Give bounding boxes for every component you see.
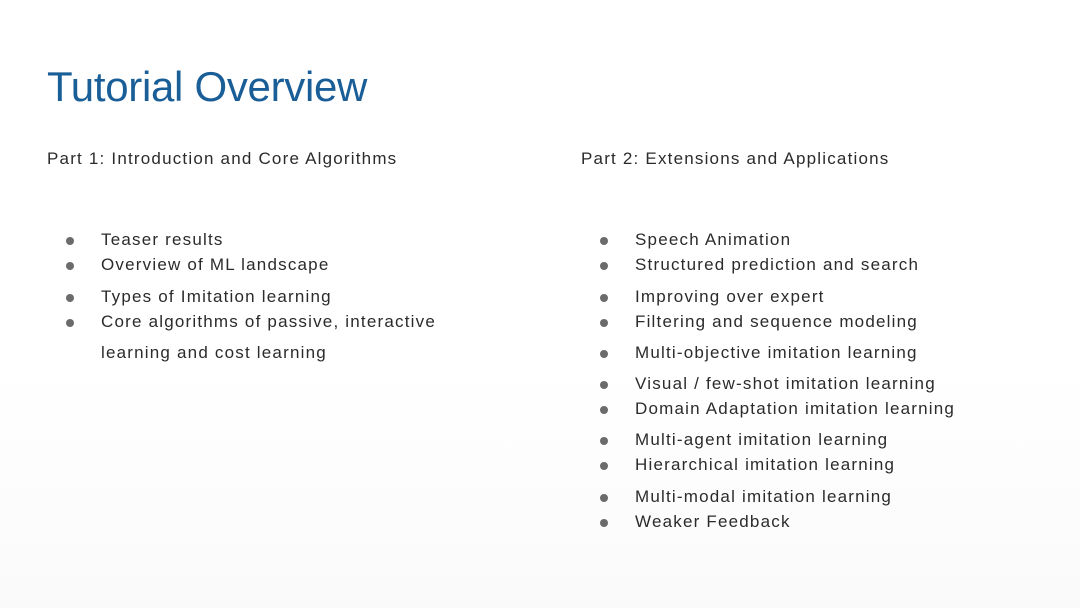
- bullet-icon: [66, 237, 74, 245]
- list-item-text: Speech Animation: [635, 230, 792, 249]
- list-item-text: Core algorithms of passive, interactive: [101, 312, 436, 331]
- list-item-text: Multi-modal imitation learning: [635, 487, 893, 506]
- part1-heading: Part 1: Introduction and Core Algorithms: [47, 149, 398, 168]
- list-item-text: Teaser results: [101, 230, 224, 249]
- bullet-icon: [66, 294, 74, 302]
- list-item-text: Domain Adaptation imitation learning: [635, 399, 956, 418]
- bullet-icon: [600, 294, 608, 302]
- list-item-text: Overview of ML landscape: [101, 255, 330, 274]
- bullet-icon: [66, 319, 74, 327]
- bullet-icon: [600, 350, 608, 358]
- list-item-text: Multi-objective imitation learning: [635, 343, 918, 362]
- list-item-text: Filtering and sequence modeling: [635, 312, 918, 331]
- bullet-icon: [600, 494, 608, 502]
- bullet-icon: [600, 381, 608, 389]
- slide-title: Tutorial Overview: [47, 63, 368, 110]
- bullet-icon: [600, 262, 608, 270]
- part2-column: [581, 146, 1051, 531]
- list-item-text: Structured prediction and search: [635, 255, 920, 274]
- bullet-icon: [600, 406, 608, 414]
- bullet-icon: [600, 437, 608, 445]
- bullet-icon: [600, 462, 608, 470]
- bullet-icon: [66, 262, 74, 270]
- list-item-text: Visual / few-shot imitation learning: [635, 374, 936, 393]
- bullet-icon: [600, 519, 608, 527]
- list-item-continuation-text: learning and cost learning: [101, 343, 327, 362]
- bullet-icon: [600, 237, 608, 245]
- list-item-text: Hierarchical imitation learning: [635, 455, 896, 474]
- list-item-text: Weaker Feedback: [635, 512, 791, 531]
- bullet-icon: [600, 319, 608, 327]
- list-item-text: Multi-agent imitation learning: [635, 430, 889, 449]
- list-item-text: Improving over expert: [635, 287, 825, 306]
- part1-column: [47, 146, 527, 362]
- list-item-text: Types of Imitation learning: [101, 287, 332, 306]
- part2-heading: Part 2: Extensions and Applications: [581, 149, 890, 168]
